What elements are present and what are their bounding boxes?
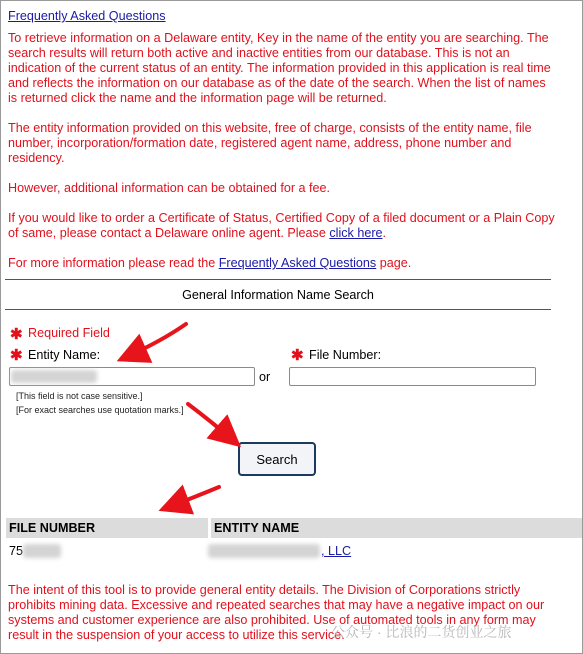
entity-info-paragraph: The entity information provided on this website, free of charge, consists of the entity name, file number, incorporation/formation date, registered agent name, address, phone number and residency.: [8, 121, 532, 165]
more-info-paragraph: [8, 256, 556, 271]
more-info-text: For more information please read the: [8, 256, 219, 270]
order-paragraph: [8, 211, 556, 241]
click-here-link[interactable]: click here: [329, 226, 383, 240]
intro-paragraph: To retrieve information on a Delaware entity, Key in the name of the entity you are searching. The search results will return both active and inactive entities from our database. This is not an indication of the current status of an entity. The information provided in this application is real time and reflects the information on our database as of the date of the search. When the list of names is returned click the name and the information page will be returned.: [8, 31, 551, 105]
result-file-number: 75: [9, 544, 24, 558]
redacted-entity-name: [11, 370, 97, 383]
entity-name-star-icon: ✱: [10, 347, 23, 364]
footer-notice: The intent of this tool is to provide general entity details. The Division of Corporations strictly prohibits mining data. Excessive and repeated searches that may have a negative impact on our systems and customer experience are also prohibited. Use of automated tools in any form may result in the suspension of your access to utilize this service.: [8, 583, 545, 642]
divider-top: [5, 279, 551, 280]
file-number-label: File Number:: [309, 348, 382, 362]
entity-name-column-header: ENTITY NAME: [211, 518, 583, 538]
entity-name-label: Entity Name:: [28, 348, 101, 362]
order-text-end: .: [382, 226, 387, 240]
file-number-column-header: FILE NUMBER: [6, 518, 208, 538]
section-title: General Information Name Search: [182, 288, 374, 302]
quote-note: [For exact searches use quotation marks.]: [16, 405, 184, 415]
case-note: [This field is not case sensitive.]: [16, 391, 143, 401]
required-field-label: Required Field: [28, 326, 110, 340]
order-text: If you would like to order a Certificate of Status, Certified Copy of a filed document or a Plain Copy of same, please contact a Delaware online agent. Please: [8, 211, 555, 240]
faq-link-inline[interactable]: Frequently Asked Questions: [218, 256, 377, 270]
result-entity-link[interactable]: , LLC: [321, 544, 352, 558]
fee-paragraph: However, additional information can be obtained for a fee.: [8, 181, 331, 195]
faq-link-top[interactable]: Frequently Asked Questions: [8, 9, 166, 23]
redacted-file-number: [23, 544, 61, 558]
more-info-text-end: page.: [376, 256, 412, 270]
or-label: or: [259, 370, 271, 384]
divider-bottom: [5, 309, 551, 310]
required-star-icon: ✱: [10, 326, 23, 343]
search-button[interactable]: Search: [238, 442, 316, 476]
file-number-input[interactable]: [289, 367, 536, 386]
watermark: 公众号 · 比浪的二货创业之旅: [331, 624, 512, 640]
file-number-star-icon: ✱: [291, 347, 304, 364]
redacted-entity-link: [208, 544, 320, 558]
